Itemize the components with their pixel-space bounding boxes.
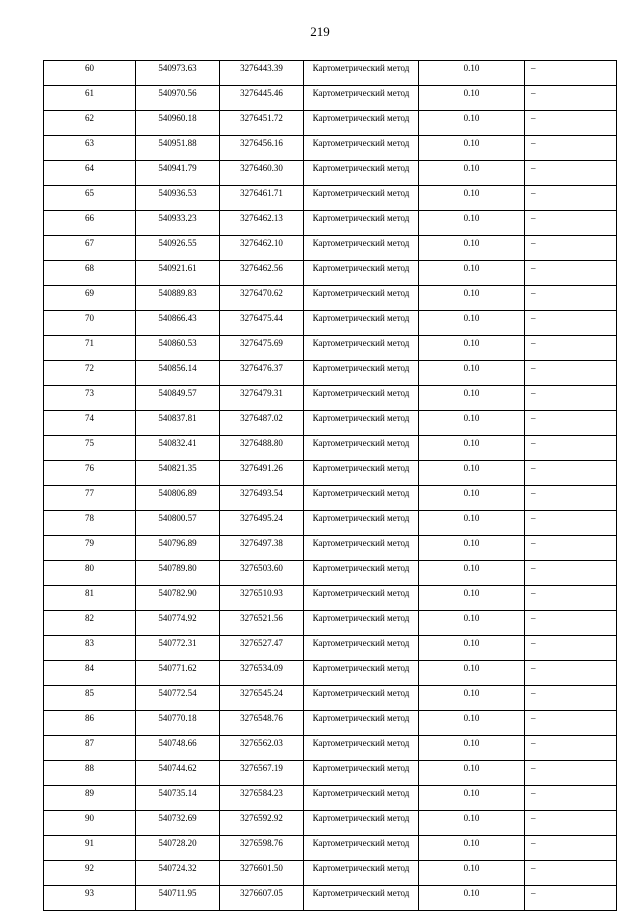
y-coordinate-cell: 3276493.54 <box>220 486 304 511</box>
table-row <box>44 786 617 811</box>
note-cell: – <box>525 161 617 186</box>
accuracy-cell: 0.10 <box>419 836 525 861</box>
note-cell: – <box>525 436 617 461</box>
accuracy-cell: 0.10 <box>419 286 525 311</box>
y-coordinate-cell: 3276470.62 <box>220 286 304 311</box>
note-cell: – <box>525 661 617 686</box>
method-cell: Картометрический метод <box>304 386 419 411</box>
accuracy-cell: 0.10 <box>419 611 525 636</box>
note-cell: – <box>525 536 617 561</box>
y-coordinate-cell: 3276497.38 <box>220 536 304 561</box>
method-cell: Картометрический метод <box>304 61 419 86</box>
table-row <box>44 486 617 511</box>
point-number-cell: 62 <box>44 111 136 136</box>
note-cell: – <box>525 236 617 261</box>
table-row <box>44 611 617 636</box>
accuracy-cell: 0.10 <box>419 536 525 561</box>
table-row <box>44 311 617 336</box>
y-coordinate-cell: 3276487.02 <box>220 411 304 436</box>
method-cell: Картометрический метод <box>304 311 419 336</box>
table-row <box>44 186 617 211</box>
accuracy-cell: 0.10 <box>419 661 525 686</box>
table-row <box>44 661 617 686</box>
table-row <box>44 436 617 461</box>
point-number-cell: 87 <box>44 736 136 761</box>
method-cell: Картометрический метод <box>304 336 419 361</box>
point-number-cell: 75 <box>44 436 136 461</box>
y-coordinate-cell: 3276476.37 <box>220 361 304 386</box>
x-coordinate-cell: 540856.14 <box>136 361 220 386</box>
x-coordinate-cell: 540770.18 <box>136 711 220 736</box>
accuracy-cell: 0.10 <box>419 86 525 111</box>
accuracy-cell: 0.10 <box>419 886 525 911</box>
point-number-cell: 84 <box>44 661 136 686</box>
table-row <box>44 136 617 161</box>
table-row <box>44 586 617 611</box>
note-cell: – <box>525 836 617 861</box>
point-number-cell: 60 <box>44 61 136 86</box>
table-row <box>44 686 617 711</box>
note-cell: – <box>525 386 617 411</box>
note-cell: – <box>525 636 617 661</box>
x-coordinate-cell: 540933.23 <box>136 211 220 236</box>
method-cell: Картометрический метод <box>304 236 419 261</box>
point-number-cell: 92 <box>44 861 136 886</box>
y-coordinate-cell: 3276510.93 <box>220 586 304 611</box>
note-cell: – <box>525 411 617 436</box>
point-number-cell: 68 <box>44 261 136 286</box>
point-number-cell: 65 <box>44 186 136 211</box>
x-coordinate-cell: 540772.54 <box>136 686 220 711</box>
table-row <box>44 811 617 836</box>
method-cell: Картометрический метод <box>304 536 419 561</box>
note-cell: – <box>525 711 617 736</box>
accuracy-cell: 0.10 <box>419 861 525 886</box>
table-row <box>44 736 617 761</box>
table-row <box>44 861 617 886</box>
x-coordinate-cell: 540837.81 <box>136 411 220 436</box>
method-cell: Картометрический метод <box>304 736 419 761</box>
accuracy-cell: 0.10 <box>419 786 525 811</box>
table-row <box>44 111 617 136</box>
table-row <box>44 536 617 561</box>
point-number-cell: 77 <box>44 486 136 511</box>
point-number-cell: 81 <box>44 586 136 611</box>
point-number-cell: 63 <box>44 136 136 161</box>
x-coordinate-cell: 540782.90 <box>136 586 220 611</box>
point-number-cell: 83 <box>44 636 136 661</box>
point-number-cell: 71 <box>44 336 136 361</box>
table-row <box>44 361 617 386</box>
note-cell: – <box>525 86 617 111</box>
page-number: 219 <box>310 24 330 39</box>
accuracy-cell: 0.10 <box>419 736 525 761</box>
y-coordinate-cell: 3276562.03 <box>220 736 304 761</box>
y-coordinate-cell: 3276479.31 <box>220 386 304 411</box>
x-coordinate-cell: 540711.95 <box>136 886 220 911</box>
y-coordinate-cell: 3276462.56 <box>220 261 304 286</box>
point-number-cell: 74 <box>44 411 136 436</box>
method-cell: Картометрический метод <box>304 586 419 611</box>
method-cell: Картометрический метод <box>304 836 419 861</box>
point-number-cell: 78 <box>44 511 136 536</box>
accuracy-cell: 0.10 <box>419 336 525 361</box>
note-cell: – <box>525 511 617 536</box>
point-number-cell: 64 <box>44 161 136 186</box>
table-row <box>44 411 617 436</box>
table-row <box>44 286 617 311</box>
y-coordinate-cell: 3276521.56 <box>220 611 304 636</box>
method-cell: Картометрический метод <box>304 461 419 486</box>
point-number-cell: 70 <box>44 311 136 336</box>
point-number-cell: 88 <box>44 761 136 786</box>
note-cell: – <box>525 311 617 336</box>
point-number-cell: 72 <box>44 361 136 386</box>
note-cell: – <box>525 811 617 836</box>
table-row <box>44 761 617 786</box>
accuracy-cell: 0.10 <box>419 711 525 736</box>
accuracy-cell: 0.10 <box>419 636 525 661</box>
accuracy-cell: 0.10 <box>419 411 525 436</box>
x-coordinate-cell: 540748.66 <box>136 736 220 761</box>
table-row <box>44 836 617 861</box>
x-coordinate-cell: 540849.57 <box>136 386 220 411</box>
y-coordinate-cell: 3276598.76 <box>220 836 304 861</box>
point-number-cell: 85 <box>44 686 136 711</box>
y-coordinate-cell: 3276584.23 <box>220 786 304 811</box>
method-cell: Картометрический метод <box>304 786 419 811</box>
table-row <box>44 461 617 486</box>
method-cell: Картометрический метод <box>304 161 419 186</box>
x-coordinate-cell: 540973.63 <box>136 61 220 86</box>
accuracy-cell: 0.10 <box>419 236 525 261</box>
point-number-cell: 61 <box>44 86 136 111</box>
method-cell: Картометрический метод <box>304 261 419 286</box>
accuracy-cell: 0.10 <box>419 136 525 161</box>
y-coordinate-cell: 3276527.47 <box>220 636 304 661</box>
table-row <box>44 86 617 111</box>
x-coordinate-cell: 540789.80 <box>136 561 220 586</box>
x-coordinate-cell: 540772.31 <box>136 636 220 661</box>
y-coordinate-cell: 3276607.05 <box>220 886 304 911</box>
note-cell: – <box>525 686 617 711</box>
y-coordinate-cell: 3276445.46 <box>220 86 304 111</box>
y-coordinate-cell: 3276462.13 <box>220 211 304 236</box>
accuracy-cell: 0.10 <box>419 361 525 386</box>
x-coordinate-cell: 540951.88 <box>136 136 220 161</box>
x-coordinate-cell: 540806.89 <box>136 486 220 511</box>
point-number-cell: 91 <box>44 836 136 861</box>
x-coordinate-cell: 540866.43 <box>136 311 220 336</box>
note-cell: – <box>525 786 617 811</box>
x-coordinate-cell: 540728.20 <box>136 836 220 861</box>
y-coordinate-cell: 3276462.10 <box>220 236 304 261</box>
table-row <box>44 61 617 86</box>
x-coordinate-cell: 540774.92 <box>136 611 220 636</box>
method-cell: Картометрический метод <box>304 561 419 586</box>
y-coordinate-cell: 3276545.24 <box>220 686 304 711</box>
y-coordinate-cell: 3276491.26 <box>220 461 304 486</box>
accuracy-cell: 0.10 <box>419 311 525 336</box>
accuracy-cell: 0.10 <box>419 511 525 536</box>
x-coordinate-cell: 540732.69 <box>136 811 220 836</box>
table-row <box>44 336 617 361</box>
coordinates-table <box>43 60 617 911</box>
y-coordinate-cell: 3276456.16 <box>220 136 304 161</box>
point-number-cell: 89 <box>44 786 136 811</box>
note-cell: – <box>525 361 617 386</box>
method-cell: Картометрический метод <box>304 686 419 711</box>
table-row <box>44 511 617 536</box>
table-row <box>44 236 617 261</box>
x-coordinate-cell: 540860.53 <box>136 336 220 361</box>
accuracy-cell: 0.10 <box>419 261 525 286</box>
accuracy-cell: 0.10 <box>419 486 525 511</box>
x-coordinate-cell: 540926.55 <box>136 236 220 261</box>
note-cell: – <box>525 336 617 361</box>
y-coordinate-cell: 3276503.60 <box>220 561 304 586</box>
accuracy-cell: 0.10 <box>419 211 525 236</box>
table-row <box>44 386 617 411</box>
note-cell: – <box>525 286 617 311</box>
method-cell: Картометрический метод <box>304 661 419 686</box>
method-cell: Картометрический метод <box>304 186 419 211</box>
table-row <box>44 561 617 586</box>
method-cell: Картометрический метод <box>304 886 419 911</box>
table-row <box>44 886 617 911</box>
method-cell: Картометрический метод <box>304 636 419 661</box>
note-cell: – <box>525 861 617 886</box>
point-number-cell: 66 <box>44 211 136 236</box>
x-coordinate-cell: 540889.83 <box>136 286 220 311</box>
method-cell: Картометрический метод <box>304 86 419 111</box>
accuracy-cell: 0.10 <box>419 161 525 186</box>
y-coordinate-cell: 3276567.19 <box>220 761 304 786</box>
method-cell: Картометрический метод <box>304 286 419 311</box>
note-cell: – <box>525 611 617 636</box>
accuracy-cell: 0.10 <box>419 811 525 836</box>
x-coordinate-cell: 540796.89 <box>136 536 220 561</box>
note-cell: – <box>525 486 617 511</box>
y-coordinate-cell: 3276534.09 <box>220 661 304 686</box>
point-number-cell: 90 <box>44 811 136 836</box>
point-number-cell: 86 <box>44 711 136 736</box>
accuracy-cell: 0.10 <box>419 111 525 136</box>
accuracy-cell: 0.10 <box>419 686 525 711</box>
table-row <box>44 211 617 236</box>
point-number-cell: 80 <box>44 561 136 586</box>
y-coordinate-cell: 3276461.71 <box>220 186 304 211</box>
table-row <box>44 161 617 186</box>
x-coordinate-cell: 540724.32 <box>136 861 220 886</box>
x-coordinate-cell: 540960.18 <box>136 111 220 136</box>
accuracy-cell: 0.10 <box>419 436 525 461</box>
accuracy-cell: 0.10 <box>419 186 525 211</box>
note-cell: – <box>525 136 617 161</box>
coordinates-table-body <box>44 61 617 911</box>
y-coordinate-cell: 3276488.80 <box>220 436 304 461</box>
accuracy-cell: 0.10 <box>419 61 525 86</box>
x-coordinate-cell: 540970.56 <box>136 86 220 111</box>
table-row <box>44 711 617 736</box>
x-coordinate-cell: 540941.79 <box>136 161 220 186</box>
y-coordinate-cell: 3276475.69 <box>220 336 304 361</box>
y-coordinate-cell: 3276451.72 <box>220 111 304 136</box>
y-coordinate-cell: 3276443.39 <box>220 61 304 86</box>
x-coordinate-cell: 540936.53 <box>136 186 220 211</box>
x-coordinate-cell: 540821.35 <box>136 461 220 486</box>
point-number-cell: 67 <box>44 236 136 261</box>
method-cell: Картометрический метод <box>304 136 419 161</box>
x-coordinate-cell: 540771.62 <box>136 661 220 686</box>
note-cell: – <box>525 186 617 211</box>
table-row <box>44 636 617 661</box>
point-number-cell: 79 <box>44 536 136 561</box>
point-number-cell: 93 <box>44 886 136 911</box>
x-coordinate-cell: 540832.41 <box>136 436 220 461</box>
method-cell: Картометрический метод <box>304 611 419 636</box>
point-number-cell: 76 <box>44 461 136 486</box>
y-coordinate-cell: 3276601.50 <box>220 861 304 886</box>
x-coordinate-cell: 540735.14 <box>136 786 220 811</box>
method-cell: Картометрический метод <box>304 761 419 786</box>
accuracy-cell: 0.10 <box>419 586 525 611</box>
y-coordinate-cell: 3276548.76 <box>220 711 304 736</box>
method-cell: Картометрический метод <box>304 436 419 461</box>
accuracy-cell: 0.10 <box>419 761 525 786</box>
point-number-cell: 73 <box>44 386 136 411</box>
method-cell: Картометрический метод <box>304 811 419 836</box>
method-cell: Картометрический метод <box>304 486 419 511</box>
note-cell: – <box>525 461 617 486</box>
y-coordinate-cell: 3276495.24 <box>220 511 304 536</box>
note-cell: – <box>525 761 617 786</box>
x-coordinate-cell: 540921.61 <box>136 261 220 286</box>
y-coordinate-cell: 3276475.44 <box>220 311 304 336</box>
x-coordinate-cell: 540800.57 <box>136 511 220 536</box>
method-cell: Картометрический метод <box>304 711 419 736</box>
y-coordinate-cell: 3276592.92 <box>220 811 304 836</box>
note-cell: – <box>525 261 617 286</box>
x-coordinate-cell: 540744.62 <box>136 761 220 786</box>
note-cell: – <box>525 561 617 586</box>
accuracy-cell: 0.10 <box>419 386 525 411</box>
method-cell: Картометрический метод <box>304 861 419 886</box>
table-row <box>44 261 617 286</box>
method-cell: Картометрический метод <box>304 361 419 386</box>
note-cell: – <box>525 61 617 86</box>
note-cell: – <box>525 886 617 911</box>
method-cell: Картометрический метод <box>304 411 419 436</box>
point-number-cell: 82 <box>44 611 136 636</box>
point-number-cell: 69 <box>44 286 136 311</box>
y-coordinate-cell: 3276460.30 <box>220 161 304 186</box>
note-cell: – <box>525 111 617 136</box>
accuracy-cell: 0.10 <box>419 461 525 486</box>
note-cell: – <box>525 736 617 761</box>
method-cell: Картометрический метод <box>304 211 419 236</box>
note-cell: – <box>525 211 617 236</box>
method-cell: Картометрический метод <box>304 511 419 536</box>
method-cell: Картометрический метод <box>304 111 419 136</box>
note-cell: – <box>525 586 617 611</box>
accuracy-cell: 0.10 <box>419 561 525 586</box>
